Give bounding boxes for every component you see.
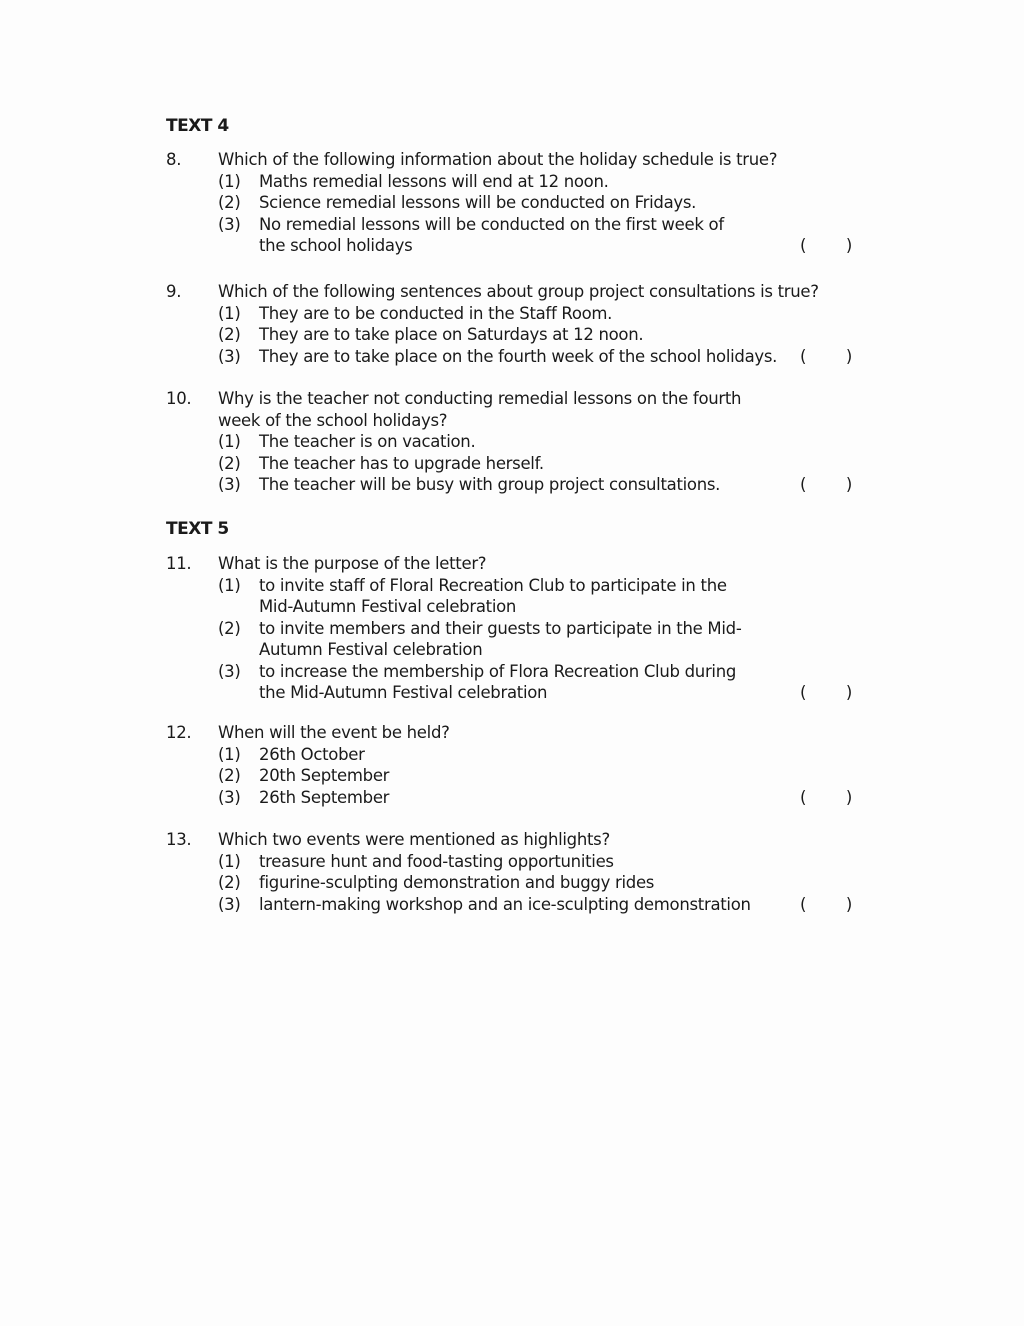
question-text: Which of the following sentences about group project consultations is true? [218, 282, 819, 301]
option-number: (2) [218, 766, 241, 785]
option-number: (1) [218, 303, 241, 323]
option-text: 20th September [259, 766, 390, 785]
option-text: Maths remedial lessons will end at 12 noon. [259, 171, 609, 191]
answer-bracket[interactable]: ( ) [800, 787, 852, 807]
option-2 [218, 324, 856, 346]
question-number: 12. [166, 723, 192, 742]
question-text: What is the purpose of the letter? [218, 554, 487, 573]
option-number: (1) [218, 744, 241, 764]
option-1 [218, 303, 856, 325]
option-number: (3) [218, 214, 241, 234]
option-3 [218, 346, 856, 368]
option-text: The teacher has to upgrade herself. [259, 453, 544, 473]
answer-bracket[interactable]: ( ) [800, 346, 852, 366]
question-text: Why is the teacher not conducting remedial lessons on the fourth week of the school holidays? [218, 389, 742, 430]
question-text: When will the event be held? [218, 723, 450, 742]
question-8 [166, 149, 856, 257]
option-number: (1) [218, 575, 241, 595]
option-3 [218, 661, 856, 704]
option-number: (2) [218, 325, 241, 344]
answer-bracket[interactable]: ( ) [800, 683, 852, 702]
option-2 [218, 192, 856, 214]
question-9 [166, 281, 856, 367]
option-number: (3) [218, 346, 241, 366]
question-text: Which two events were mentioned as highlights? [218, 830, 610, 849]
option-1 [218, 744, 856, 766]
question-11 [166, 553, 856, 704]
option-number: (1) [218, 851, 241, 871]
option-2 [218, 453, 856, 475]
question-number: 8. [166, 150, 182, 169]
option-text: They are to take place on the fourth week of the school holidays. [259, 346, 778, 366]
question-number: 11. [166, 554, 192, 573]
option-3 [218, 214, 856, 257]
option-number: (1) [218, 171, 241, 191]
option-text: Science remedial lessons will be conducted on Fridays. [259, 193, 697, 212]
answer-bracket[interactable]: ( ) [800, 894, 852, 914]
option-text: No remedial lessons will be conducted on the first week of the school holidays [259, 214, 724, 255]
question-number: 9. [166, 282, 182, 301]
option-number: (3) [218, 894, 241, 914]
option-number: (2) [218, 618, 241, 638]
option-text: to increase the membership of Flora Recreation Club during the Mid-Autumn Festival celebration [259, 661, 737, 702]
option-text: The teacher will be busy with group project consultations. [259, 475, 721, 494]
option-text: to invite staff of Floral Recreation Club to participate in the Mid-Autumn Festival celebration [259, 575, 727, 616]
option-text: They are to take place on Saturdays at 12 noon. [259, 325, 644, 344]
option-1 [218, 575, 856, 618]
question-number: 13. [166, 830, 192, 849]
answer-bracket[interactable]: ( ) [800, 475, 852, 494]
question-13 [166, 829, 856, 915]
option-2 [218, 618, 856, 661]
section-heading-text-4: TEXT 4 [166, 116, 229, 136]
option-number: (3) [218, 661, 241, 681]
option-3 [218, 474, 856, 496]
option-text: figurine-sculpting demonstration and buggy rides [259, 873, 655, 892]
option-number: (1) [218, 432, 241, 451]
option-1 [218, 431, 856, 453]
option-number: (2) [218, 453, 241, 473]
option-text: They are to be conducted in the Staff Room. [259, 303, 613, 323]
option-text: to invite members and their guests to participate in the Mid-Autumn Festival celebration [259, 618, 742, 659]
answer-bracket[interactable]: ( ) [800, 236, 852, 255]
option-2 [218, 765, 856, 787]
option-text: treasure hunt and food-tasting opportunities [259, 851, 614, 871]
option-number: (3) [218, 787, 241, 807]
question-number: 10. [166, 389, 192, 408]
option-text: 26th October [259, 744, 365, 764]
option-text: The teacher is on vacation. [259, 432, 476, 451]
question-12 [166, 722, 856, 808]
option-3 [218, 787, 856, 809]
option-number: (2) [218, 873, 241, 892]
section-heading-text-5: TEXT 5 [166, 519, 229, 539]
question-10 [166, 388, 856, 496]
option-3 [218, 894, 856, 916]
option-2 [218, 872, 856, 894]
question-text: Which of the following information about the holiday schedule is true? [218, 150, 778, 169]
option-number: (2) [218, 193, 241, 212]
option-number: (3) [218, 475, 241, 494]
option-1 [218, 171, 856, 193]
option-text: 26th September [259, 787, 390, 807]
option-1 [218, 851, 856, 873]
option-text: lantern-making workshop and an ice-sculpting demonstration [259, 894, 751, 914]
